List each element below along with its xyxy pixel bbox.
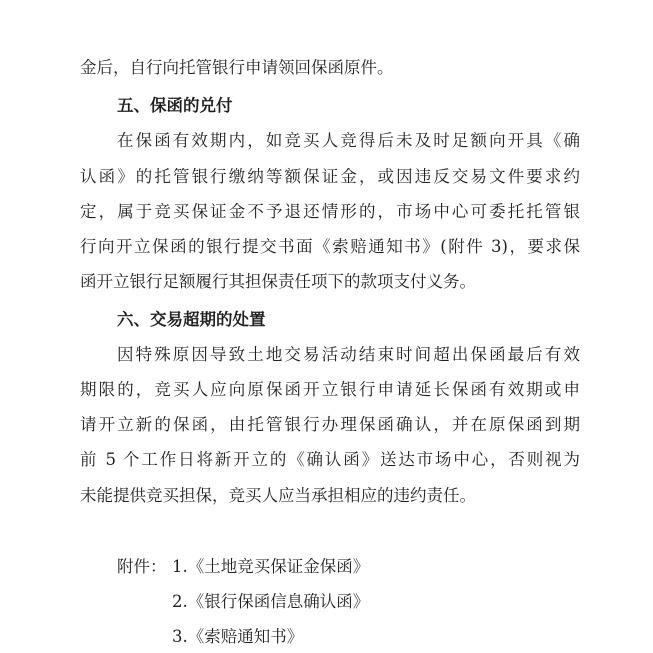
attachment-item-3: 3.《索赔通知书》 [172, 627, 304, 646]
section-heading-5: 五、保函的兑付 [117, 96, 233, 115]
paragraph-line: 函开立银行足额履行其担保责任项下的款项支付义务。 [80, 272, 476, 291]
paragraph-line: 因特殊原因导致土地交易活动结束时间超出保函最后有效 [117, 345, 580, 364]
paragraph-line: 金后，自行向托管银行申请领回保函原件。 [80, 58, 394, 77]
paragraph-line: 请开立新的保函，由托管银行办理保函确认，并在原保函到期 [80, 415, 580, 434]
paragraph-line: 认函》的托管银行缴纳等额保证金，或因违反交易文件要求约 [80, 167, 580, 186]
attachments-label: 附件： [117, 557, 167, 576]
paragraph-line: 期限的，竞买人应向原保函开立银行申请延长保函有效期或申 [80, 380, 580, 399]
paragraph-line: 未能提供竞买担保，竞买人应当承担相应的违约责任。 [80, 486, 476, 505]
section-heading-6: 六、交易超期的处置 [117, 310, 266, 329]
attachment-item-2: 2.《银行保函信息确认函》 [172, 592, 370, 611]
attachment-item-1: 1.《土地竞买保证金保函》 [172, 557, 370, 576]
paragraph-line: 行向开立保函的银行提交书面《索赔通知书》(附件 3)，要求保 [80, 237, 580, 256]
paragraph-line: 在保函有效期内，如竞买人竞得后未及时足额向开具《确 [117, 131, 580, 150]
paragraph-line: 前 5 个工作日将新开立的《确认函》送达市场中心，否则视为 [80, 450, 580, 469]
paragraph-line: 定，属于竞买保证金不予退还情形的，市场中心可委托托管银 [80, 202, 580, 221]
